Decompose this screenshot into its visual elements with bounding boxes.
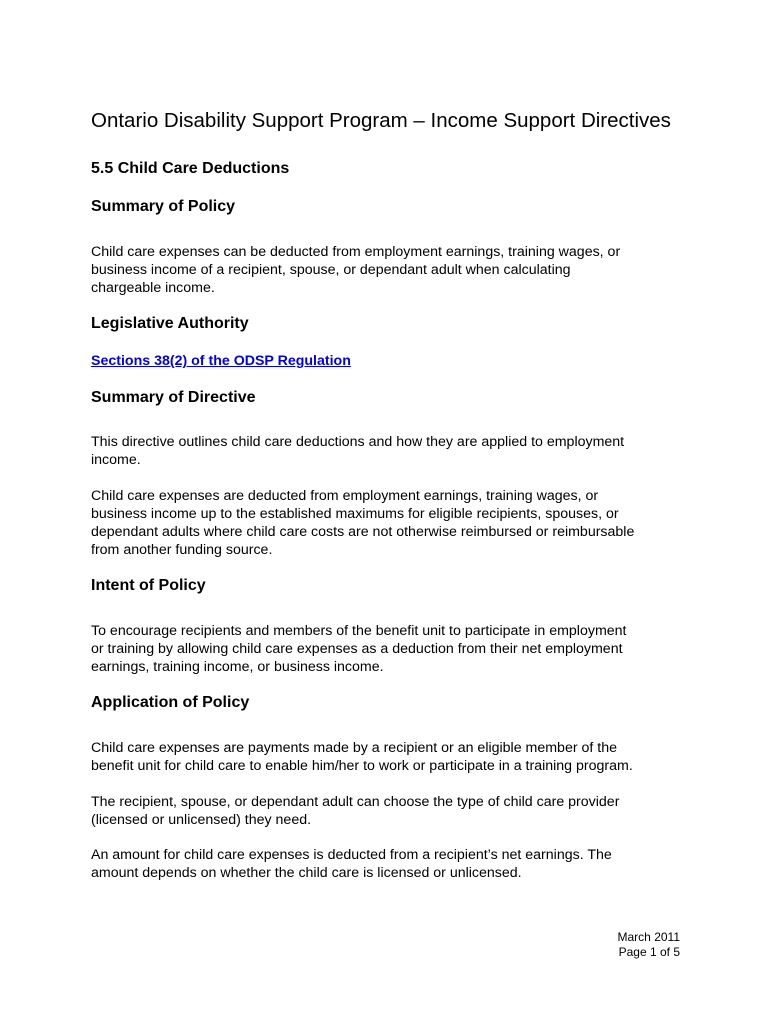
application-of-policy-text-3 bbox=[91, 846, 681, 882]
application-of-policy-text-1 bbox=[91, 739, 681, 775]
text-line: Child care expenses are payments made by a recipient or an eligible member of the bbox=[91, 740, 618, 756]
text-line: chargeable income. bbox=[91, 280, 215, 296]
page-footer bbox=[618, 930, 680, 960]
summary-of-directive-heading: Summary of Directive bbox=[91, 389, 256, 406]
text-line: benefit unit for child care to enable him/her to work or participate in a training program. bbox=[91, 758, 633, 774]
text-line: income. bbox=[91, 452, 141, 468]
summary-of-policy-heading: Summary of Policy bbox=[91, 198, 236, 215]
text-line: (licensed or unlicensed) they need. bbox=[91, 812, 312, 828]
text-line: This directive outlines child care deductions and how they are applied to employment bbox=[91, 434, 625, 450]
text-line: earnings, training income, or business income. bbox=[91, 659, 384, 675]
text-line: or training by allowing child care expenses as a deduction from their net employment bbox=[91, 641, 623, 657]
legislative-authority-heading: Legislative Authority bbox=[91, 315, 249, 332]
text-line: Child care expenses are deducted from employment earnings, training wages, or bbox=[91, 488, 599, 504]
intent-of-policy-heading: Intent of Policy bbox=[91, 577, 206, 594]
text-line: business income up to the established maximums for eligible recipients, spouses, or bbox=[91, 506, 619, 522]
text-line: dependant adults where child care costs are not otherwise reimbursed or reimbursable bbox=[91, 524, 635, 540]
section-title: 5.5 Child Care Deductions bbox=[91, 160, 290, 177]
text-line: Child care expenses can be deducted from employment earnings, training wages, or bbox=[91, 244, 621, 260]
summary-of-policy-text bbox=[91, 243, 681, 297]
application-of-policy-heading: Application of Policy bbox=[91, 694, 250, 711]
intent-of-policy-text bbox=[91, 622, 681, 676]
text-line: To encourage recipients and members of the benefit unit to participate in employment bbox=[91, 623, 627, 639]
text-line: An amount for child care expenses is deducted from a recipient’s net earnings. The bbox=[91, 847, 612, 863]
odsp-regulation-link[interactable]: Sections 38(2) of the ODSP Regulation bbox=[91, 353, 351, 369]
footer-date: March 2011 bbox=[617, 930, 680, 944]
text-line: The recipient, spouse, or dependant adult can choose the type of child care provider bbox=[91, 794, 620, 810]
application-of-policy-text-2 bbox=[91, 793, 681, 829]
text-line: business income of a recipient, spouse, or dependant adult when calculating bbox=[91, 262, 571, 278]
text-line: amount depends on whether the child care is licensed or unlicensed. bbox=[91, 865, 522, 881]
document-title: Ontario Disability Support Program – Income Support Directives bbox=[91, 109, 671, 132]
summary-of-directive-text-1 bbox=[91, 433, 681, 469]
footer-page-number: Page 1 of 5 bbox=[618, 945, 680, 959]
text-line: from another funding source. bbox=[91, 542, 273, 558]
summary-of-directive-text-2 bbox=[91, 487, 681, 559]
